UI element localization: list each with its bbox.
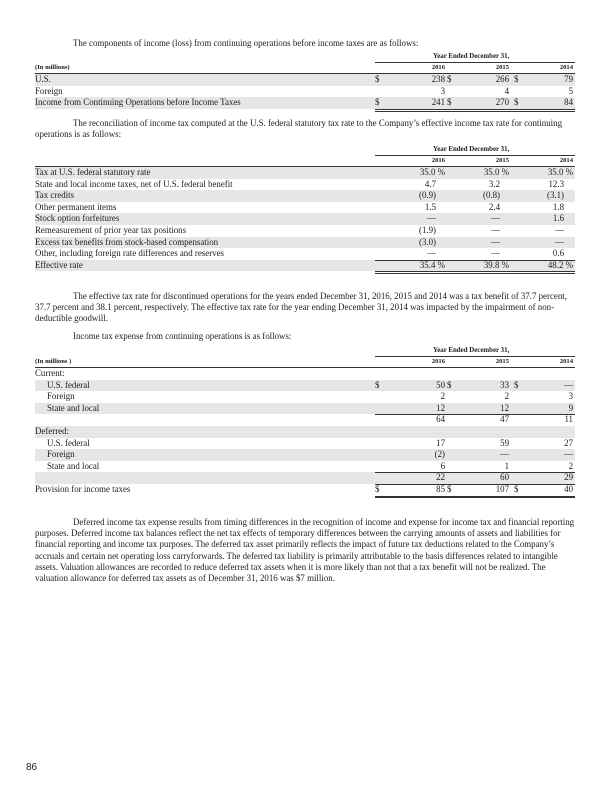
value-2016: (2) <box>434 449 445 460</box>
dollar-sign: $ <box>375 97 380 108</box>
table2-year-2014: 2014 <box>559 157 573 164</box>
table3-header-row <box>35 357 575 367</box>
value-2015: — <box>491 236 500 247</box>
value-2015: 33 <box>500 379 509 390</box>
table-row <box>35 403 575 415</box>
subtotal-rule <box>375 260 575 261</box>
value-2015: 35.0 % <box>483 167 509 177</box>
row-label: State and local <box>47 402 100 413</box>
value-2015: — <box>491 213 500 224</box>
row-label: U.S. federal <box>47 437 90 448</box>
deferred-tax-paragraph: Deferred income tax expense results from timing differences in the recognition of income and expense for income tax and financial reporting purposes. Deferred income tax balances reflect the net tax effects of temporary differences between the carrying amounts of assets and liabilities for financial reporting and income tax purposes. The deferred tax asset primarily reflects the impact of future tax deductions related to the Company’s accruals and certain net operating loss carryforwards. The deferred tax liability is primarily attributable to the basis differences related to intangible assets. Valuation allowances are recorded to reduce deferred tax assets when it is more likely than not that a tax benefit will not be realized. The valuation allowance for deferred tax assets as of December 31, 2016 was $7 million. <box>35 517 575 584</box>
value-2015: 1 <box>504 460 509 471</box>
row-label: Tax credits <box>35 190 75 201</box>
dollar-sign: $ <box>375 379 380 390</box>
value-2015: (0.8) <box>482 190 500 201</box>
intro-paragraph-income-components: The components of income (loss) from continuing operations before income taxes are as follows: <box>73 38 419 48</box>
table-row <box>35 461 575 473</box>
row-label: State and local <box>47 460 100 471</box>
table1-year-2014: 2014 <box>559 64 573 71</box>
table-row <box>35 74 575 86</box>
value-2015: 107 <box>495 483 509 494</box>
subtotal-rule <box>375 414 575 415</box>
table-row <box>35 484 575 496</box>
total-rule-2 <box>375 497 575 498</box>
table-row <box>35 202 575 214</box>
value-2014: 1.8 <box>552 201 564 212</box>
row-label: Provision for income taxes <box>35 483 131 494</box>
row-label: Foreign <box>47 449 75 460</box>
value-2016: 3 <box>440 85 445 96</box>
table1-caption: Year Ended December 31, <box>433 53 510 60</box>
row-label: Remeasurement of prior year tax positions <box>35 224 187 235</box>
value-2014: 35.0 % <box>547 167 573 177</box>
table-row <box>35 225 575 237</box>
value-2015: 270 <box>495 97 509 108</box>
discontinued-operations-paragraph: The effective tax rate for discontinued operations for the years ended December 31, 2016, 2015 and 2014 was a tax benefit of 37.7 percent, 37.7 percent and 38.1 percent, respectively. The effective tax rate for the year ending December 31, 2014 was impacted by the impairment of non-deductible goodwill. <box>35 291 567 324</box>
value-2016: 2 <box>440 391 445 402</box>
value-2016: 241 <box>431 97 445 108</box>
value-2014: (3.1) <box>546 190 564 201</box>
value-2014: 79 <box>564 74 573 84</box>
dollar-sign: $ <box>514 483 519 494</box>
row-label: Other permanent items <box>35 201 117 212</box>
table-row <box>35 190 575 202</box>
dollar-sign: $ <box>514 74 519 84</box>
dollar-sign: $ <box>447 97 452 108</box>
value-2016: — <box>427 213 436 224</box>
table1-year-2015: 2015 <box>495 64 509 71</box>
value-2016: 6 <box>440 460 445 471</box>
value-2014: 3 <box>568 391 573 402</box>
row-label: Income from Continuing Operations before Income Taxes <box>35 97 241 108</box>
subtotal-rule <box>375 484 575 485</box>
value-2014: 11 <box>564 414 573 425</box>
dollar-sign: $ <box>375 483 380 494</box>
value-2014: 29 <box>564 472 573 483</box>
dollar-sign: $ <box>514 379 519 390</box>
value-2014: 5 <box>568 85 573 96</box>
dollar-sign: $ <box>514 97 519 108</box>
dollar-sign: $ <box>375 74 380 84</box>
row-label: U.S. federal <box>47 379 90 390</box>
table-row <box>35 97 575 109</box>
value-2016: 17 <box>436 437 445 448</box>
value-2016: 64 <box>436 414 445 425</box>
table-row <box>35 426 575 438</box>
table-row <box>35 472 575 484</box>
value-2016: — <box>427 248 436 259</box>
table-row <box>35 438 575 450</box>
value-2015: — <box>491 224 500 235</box>
value-2014: 84 <box>564 97 573 108</box>
value-2014: 2 <box>568 460 573 471</box>
value-2015: 39.8 % <box>483 259 509 270</box>
table1-header-row <box>35 63 575 73</box>
row-label: Deferred: <box>35 425 69 436</box>
table3-caption: Year Ended December 31, <box>433 347 510 354</box>
table-row <box>35 237 575 249</box>
value-2015: 12 <box>500 402 509 413</box>
value-2015: 47 <box>500 414 509 425</box>
table-row <box>35 167 575 179</box>
table1-unit-label: (In millions) <box>35 64 70 71</box>
table-row <box>35 380 575 392</box>
reconciliation-paragraph: The reconciliation of income tax computed at the U.S. federal statutory tax rate to the Company’s effective income tax rate for continuing operations is as follows: <box>35 118 563 140</box>
row-label: Foreign <box>35 85 63 96</box>
value-2014: — <box>564 379 573 390</box>
dollar-sign: $ <box>447 74 452 84</box>
table2-year-2015: 2015 <box>495 157 509 164</box>
value-2016: (1.9) <box>418 224 436 235</box>
table3-year-2015: 2015 <box>495 358 509 365</box>
value-2015: 266 <box>495 74 509 84</box>
table-row <box>35 368 575 380</box>
total-rule-2 <box>375 273 575 274</box>
value-2016: 12 <box>436 402 445 413</box>
row-label: Effective rate <box>35 259 83 270</box>
page-number: 86 <box>26 762 38 773</box>
table3-year-2016: 2016 <box>431 358 445 365</box>
total-rule-2 <box>375 111 575 112</box>
subtotal-rule <box>375 472 575 473</box>
table-row <box>35 213 575 225</box>
value-2016: 22 <box>436 472 445 483</box>
value-2014: 1.6 <box>552 213 564 224</box>
table-row <box>35 248 575 260</box>
table2-caption: Year Ended December 31, <box>433 146 510 153</box>
value-2016: 85 <box>436 483 445 494</box>
dollar-sign: $ <box>447 379 452 390</box>
table3-unit-label: (In millions ) <box>35 358 72 365</box>
row-label: Current: <box>35 368 65 378</box>
value-2016: 50 <box>436 379 445 390</box>
table-row <box>35 86 575 98</box>
value-2014: 9 <box>568 402 573 413</box>
table2-year-2016: 2016 <box>431 157 445 164</box>
table-row <box>35 449 575 461</box>
value-2015: — <box>491 248 500 259</box>
table3-body <box>35 368 575 496</box>
table-row <box>35 179 575 191</box>
value-2014: 12.3 <box>548 178 564 189</box>
value-2015: 3.2 <box>488 178 500 189</box>
table1-year-2016: 2016 <box>431 64 445 71</box>
value-2014: — <box>564 449 573 460</box>
value-2015: — <box>500 449 509 460</box>
row-label: State and local income taxes, net of U.S. federal benefit <box>35 178 233 189</box>
value-2014: 27 <box>564 437 573 448</box>
row-label: Stock option forfeitures <box>35 213 120 224</box>
row-label: U.S. <box>35 74 51 84</box>
dollar-sign: $ <box>447 483 452 494</box>
value-2015: 4 <box>504 85 509 96</box>
row-label: Other, including foreign rate differences and reserves <box>35 248 224 259</box>
row-label: Excess tax benefits from stock-based compensation <box>35 236 219 247</box>
value-2016: (0.9) <box>418 190 436 201</box>
value-2016: 35.4 % <box>419 259 445 270</box>
value-2014: — <box>555 224 564 235</box>
table-row <box>35 391 575 403</box>
value-2015: 2.4 <box>488 201 500 212</box>
value-2014: 40 <box>564 483 573 494</box>
tax-expense-intro-paragraph: Income tax expense from continuing operations is as follows: <box>73 331 292 341</box>
table3-year-2014: 2014 <box>559 358 573 365</box>
value-2014: — <box>555 236 564 247</box>
table2-header-row <box>35 156 575 166</box>
value-2014: 48.2 % <box>547 259 573 270</box>
value-2015: 59 <box>500 437 509 448</box>
table-row <box>35 414 575 426</box>
value-2014: 0.6 <box>552 248 564 259</box>
value-2016: 35.0 % <box>419 167 445 177</box>
value-2016: 238 <box>431 74 445 84</box>
row-label: Foreign <box>47 391 75 402</box>
value-2015: 2 <box>504 391 509 402</box>
value-2016: 4.7 <box>424 178 436 189</box>
table-row <box>35 260 575 272</box>
table2-body <box>35 167 575 271</box>
value-2016: (3.0) <box>418 236 436 247</box>
value-2015: 60 <box>500 472 509 483</box>
row-label: Tax at U.S. federal statutory rate <box>35 167 151 177</box>
value-2016: 1.5 <box>424 201 436 212</box>
